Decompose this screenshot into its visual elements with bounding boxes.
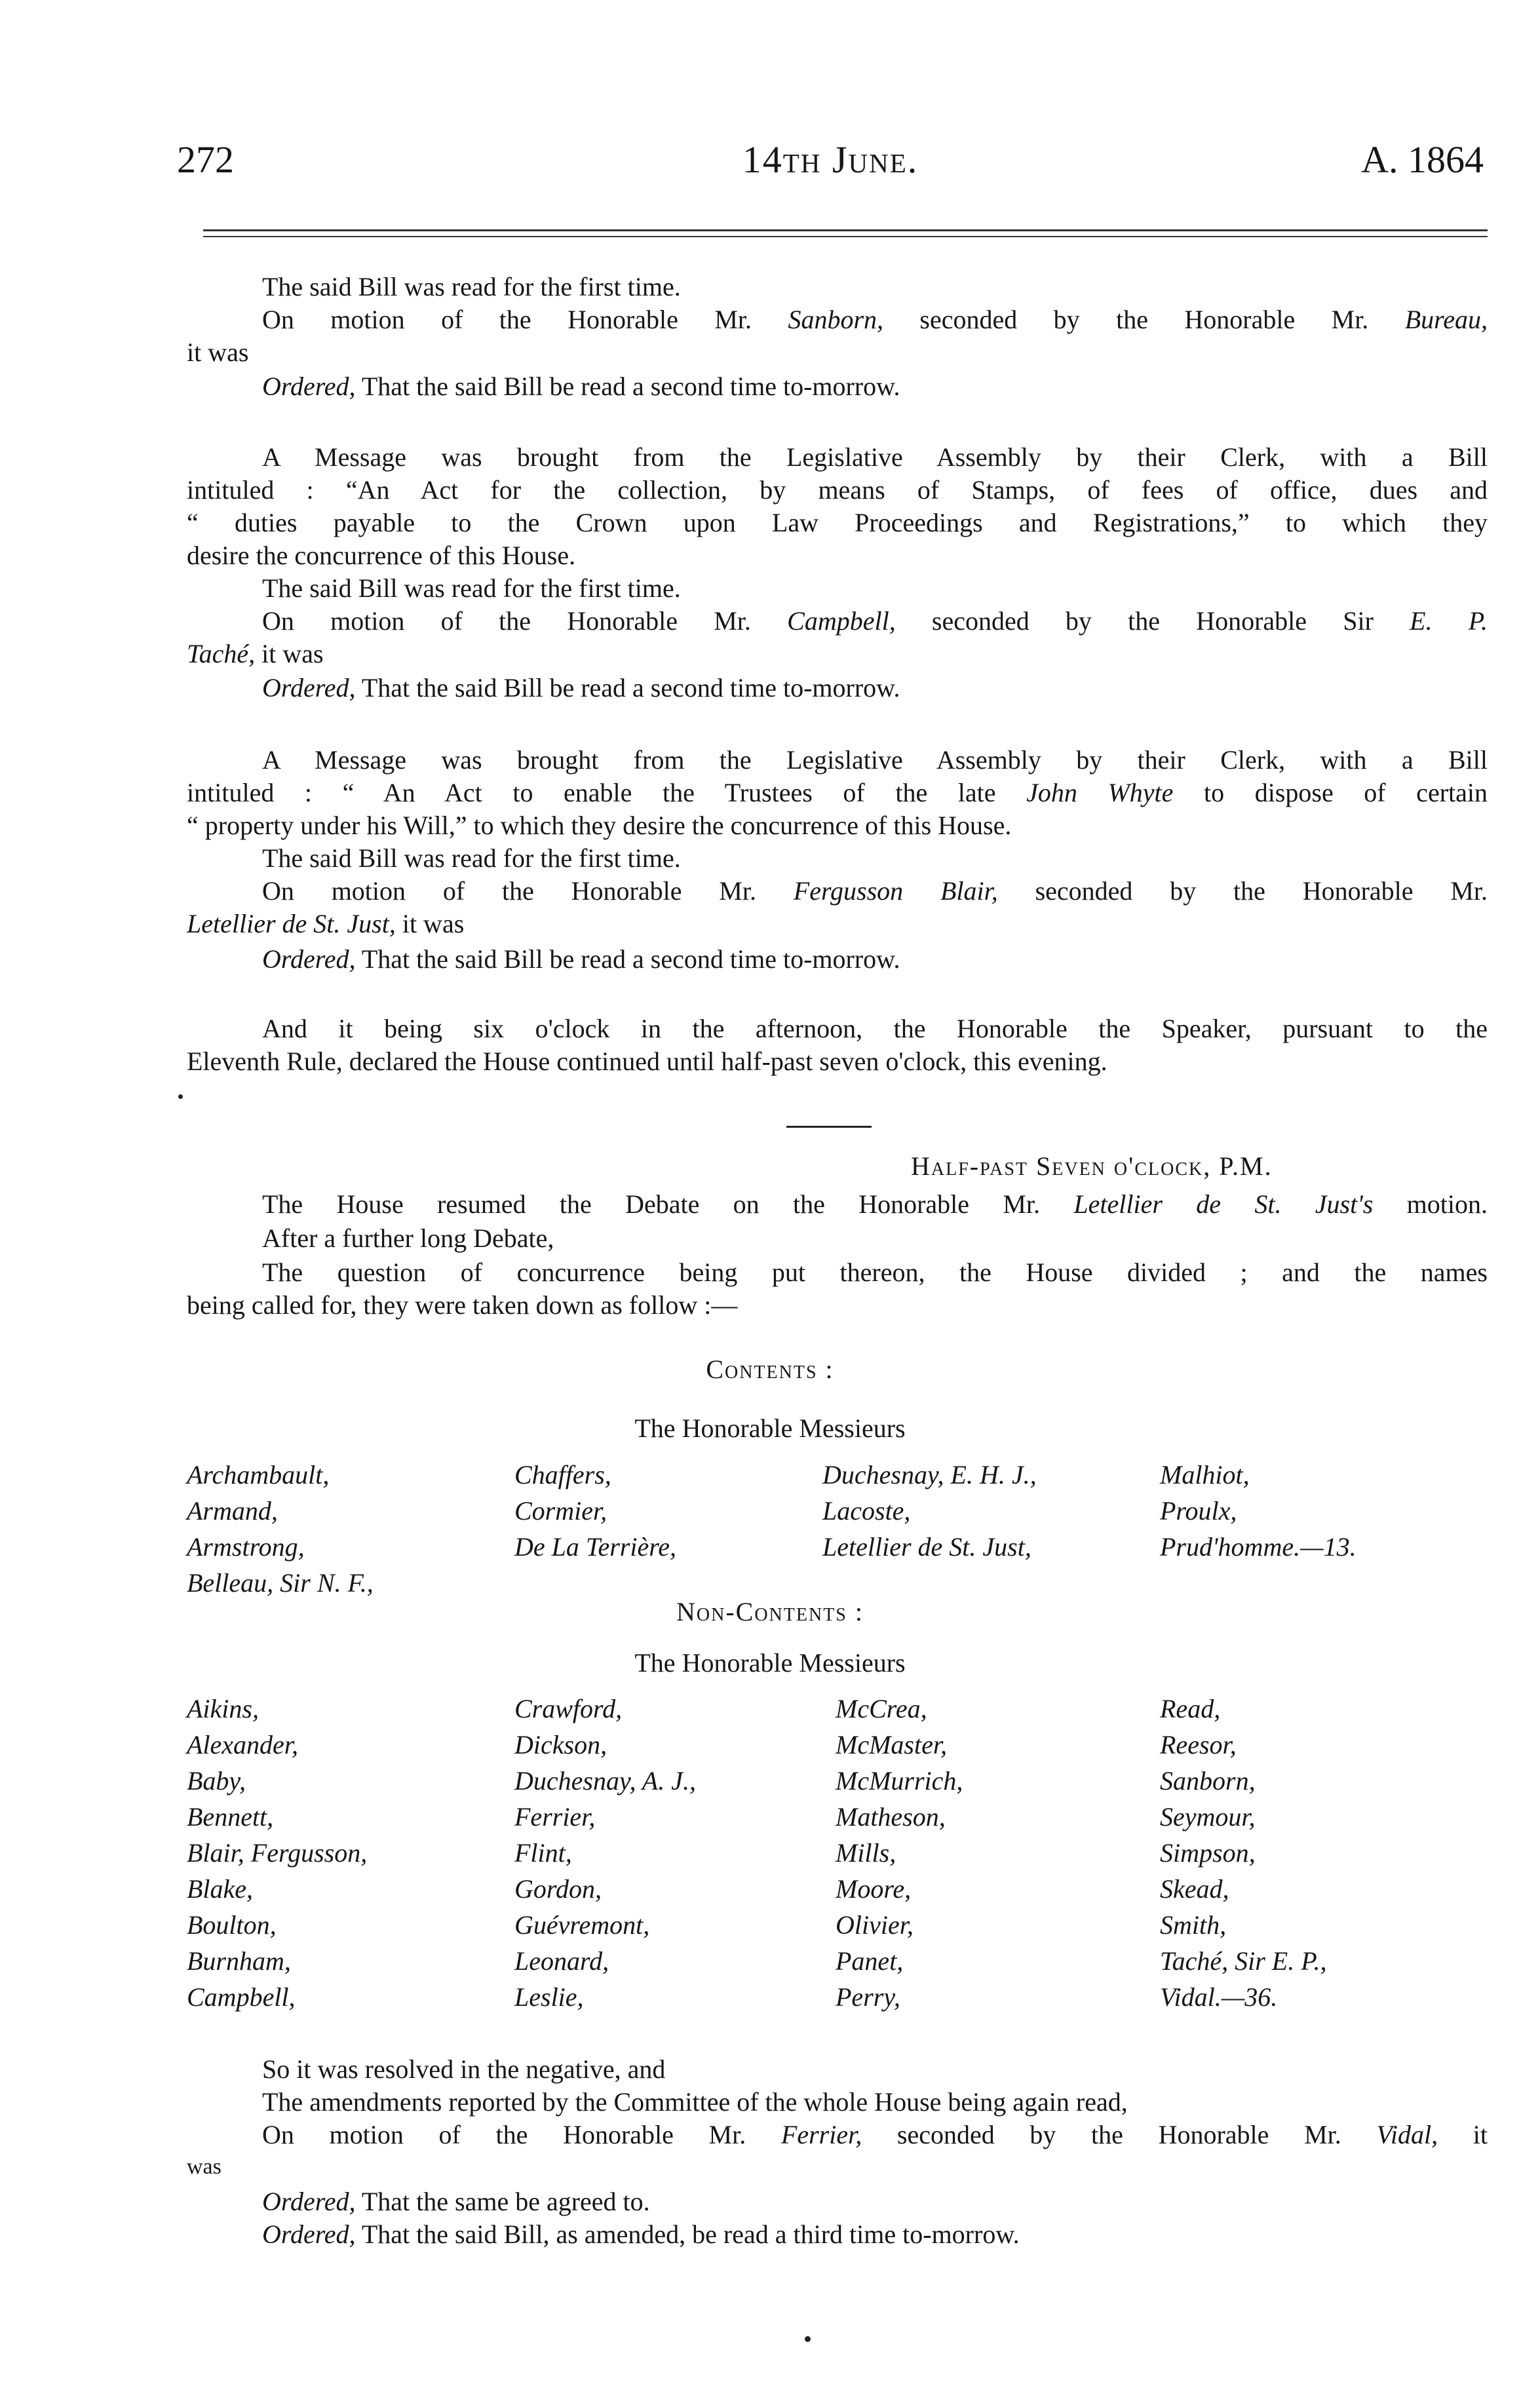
member-name: Smith,	[1160, 1910, 1227, 1940]
header-rule-thin	[203, 236, 1488, 237]
paragraph-line: A Message was brought from the Legislative Assembly by their Clerk, with a Bill	[262, 745, 1488, 775]
member-name: Skead,	[1160, 1874, 1229, 1904]
member-name: Baby,	[187, 1766, 246, 1796]
member-name: Seymour,	[1160, 1802, 1256, 1832]
member-name: Bennett,	[187, 1802, 274, 1832]
contents-column-2	[514, 1457, 676, 1565]
paragraph-line: After a further long Debate,	[262, 1223, 554, 1253]
order-line: Ordered, That the same be agreed to.	[262, 2187, 650, 2216]
non-contents-column-3	[836, 1691, 963, 2015]
order-line: Ordered, That the said Bill be read a second time to-morrow.	[262, 673, 900, 702]
member-name: Taché, Sir E. P.,	[1160, 1946, 1327, 1976]
header-date: 14th June.	[742, 138, 919, 181]
paragraph-line: intituled : “An Act for the collection, by means of Stamps, of fees of office, dues and	[187, 475, 1488, 505]
member-name: Duchesnay, E. H. J.,	[822, 1460, 1037, 1489]
paragraph-line: desire the concurrence of this House.	[187, 541, 576, 570]
paragraph-line: The House resumed the Debate on the Honorable Mr. Letellier de St. Just's motion.	[262, 1189, 1488, 1219]
non-contents-heading: Non-Contents :	[676, 1597, 864, 1626]
member-name: Sanborn,	[1160, 1766, 1256, 1796]
member-name: McMurrich,	[836, 1766, 963, 1796]
paragraph-line: So it was resolved in the negative, and	[262, 2054, 666, 2084]
paragraph-line: On motion of the Honorable Mr. Sanborn, seconded by the Honorable Mr. Bureau,	[262, 305, 1488, 334]
order-line: Ordered, That the said Bill be read a second time to-morrow.	[262, 372, 900, 401]
paragraph-line: was	[187, 2155, 221, 2179]
margin-mark-dot	[178, 1094, 183, 1099]
section-separator	[786, 1126, 872, 1128]
member-name: Prud'homme.—13.	[1160, 1532, 1357, 1562]
member-name: Armand,	[187, 1496, 278, 1526]
paragraph-line: intituled : “ An Act to enable the Trustees of the late John Whyte to dispose of certain	[187, 778, 1488, 807]
paragraph-line: Letellier de St. Just, it was	[187, 909, 465, 938]
member-name: Malhiot,	[1160, 1460, 1250, 1489]
paragraph-line: And it being six o'clock in the afternoon, the Honorable the Speaker, pursuant to the	[262, 1014, 1488, 1043]
member-name: Boulton,	[187, 1910, 277, 1940]
member-name: Reesor,	[1160, 1730, 1237, 1759]
header-rule	[203, 229, 1488, 231]
paragraph-line: On motion of the Honorable Mr. Ferrier, seconded by the Honorable Mr. Vidal, it	[262, 2120, 1488, 2149]
member-name: Guévremont,	[514, 1910, 650, 1940]
member-name: Panet,	[836, 1946, 904, 1976]
member-name: Belleau, Sir N. F.,	[187, 1568, 374, 1598]
non-contents-column-4	[1160, 1691, 1326, 2015]
member-name: Leonard,	[514, 1946, 609, 1976]
member-name: Archambault,	[187, 1460, 330, 1489]
paragraph-line: The question of concurrence being put thereon, the House divided ; and the names	[262, 1258, 1488, 1287]
member-name: Chaffers,	[514, 1460, 611, 1489]
paragraph-line: The amendments reported by the Committee of the whole House being again read,	[262, 2087, 1128, 2117]
contents-column-1	[187, 1457, 374, 1601]
member-name: Crawford,	[514, 1694, 623, 1723]
page-number: 272	[177, 138, 234, 181]
member-name: Duchesnay, A. J.,	[514, 1766, 696, 1796]
contents-heading: Contents :	[706, 1354, 834, 1384]
member-name: Cormier,	[514, 1496, 607, 1526]
order-line: Ordered, That the said Bill be read a second time to-morrow.	[262, 944, 900, 974]
member-name: Aikins,	[187, 1694, 259, 1723]
time-heading: Half-past Seven o'clock, P.M.	[911, 1151, 1273, 1181]
member-name: Proulx,	[1160, 1496, 1237, 1526]
member-name: Lacoste,	[822, 1496, 911, 1526]
member-name: Blake,	[187, 1874, 254, 1904]
paragraph-line: On motion of the Honorable Mr. Campbell, seconded by the Honorable Sir E. P.	[262, 606, 1488, 636]
paragraph-line: Eleventh Rule, declared the House continued until half-past seven o'clock, this evening.	[187, 1047, 1107, 1076]
member-name: Campbell,	[187, 1982, 296, 2012]
paragraph-line: Taché, it was	[187, 639, 324, 668]
member-name: Read,	[1160, 1694, 1221, 1723]
page-mark-dot	[805, 2336, 811, 2342]
member-name: Blair, Fergusson,	[187, 1838, 368, 1868]
paragraph-line: “ property under his Will,” to which they desire the concurrence of this House.	[187, 811, 1012, 840]
member-name: Letellier de St. Just,	[822, 1532, 1031, 1562]
member-name: Ferrier,	[514, 1802, 596, 1832]
member-name: Burnham,	[187, 1946, 291, 1976]
member-name: De La Terrière,	[514, 1532, 677, 1562]
member-name: McCrea,	[836, 1694, 927, 1723]
paragraph-line: The said Bill was read for the first time.	[262, 843, 681, 873]
member-name: Dickson,	[514, 1730, 607, 1759]
member-name: Gordon,	[514, 1874, 602, 1904]
member-name: Matheson,	[836, 1802, 946, 1832]
member-name: Vidal.—36.	[1160, 1982, 1278, 2012]
member-name: Perry,	[836, 1982, 900, 2012]
contents-column-3	[822, 1457, 1037, 1565]
non-contents-column-1	[187, 1691, 367, 2015]
page-header	[177, 138, 1484, 197]
non-contents-subheading: The Honorable Messieurs	[634, 1648, 906, 1678]
paragraph-line: The said Bill was read for the first time.	[262, 573, 681, 603]
member-name: Alexander,	[187, 1730, 298, 1759]
header-year: A. 1864	[1361, 138, 1484, 181]
member-name: Armstrong,	[187, 1532, 305, 1562]
member-name: Olivier,	[836, 1910, 914, 1940]
member-name: Mills,	[836, 1838, 896, 1868]
member-name: Leslie,	[514, 1982, 584, 2012]
contents-column-4	[1160, 1457, 1357, 1565]
paragraph-line: being called for, they were taken down as follow :—	[187, 1290, 738, 1320]
non-contents-column-2	[514, 1691, 696, 2015]
order-line: Ordered, That the said Bill, as amended, be read a third time to-morrow.	[262, 2219, 1020, 2249]
paragraph-line: The said Bill was read for the first time.	[262, 272, 681, 301]
member-name: McMaster,	[836, 1730, 947, 1759]
member-name: Simpson,	[1160, 1838, 1256, 1868]
member-name: Moore,	[836, 1874, 912, 1904]
paragraph-line: A Message was brought from the Legislative Assembly by their Clerk, with a Bill	[262, 442, 1488, 472]
paragraph-line: “ duties payable to the Crown upon Law Proceedings and Registrations,” to which they	[187, 508, 1488, 537]
member-name: Flint,	[514, 1838, 572, 1868]
paragraph-line: it was	[187, 337, 249, 367]
paragraph-line: On motion of the Honorable Mr. Fergusson Blair, seconded by the Honorable Mr.	[262, 876, 1488, 906]
contents-subheading: The Honorable Messieurs	[634, 1413, 906, 1443]
